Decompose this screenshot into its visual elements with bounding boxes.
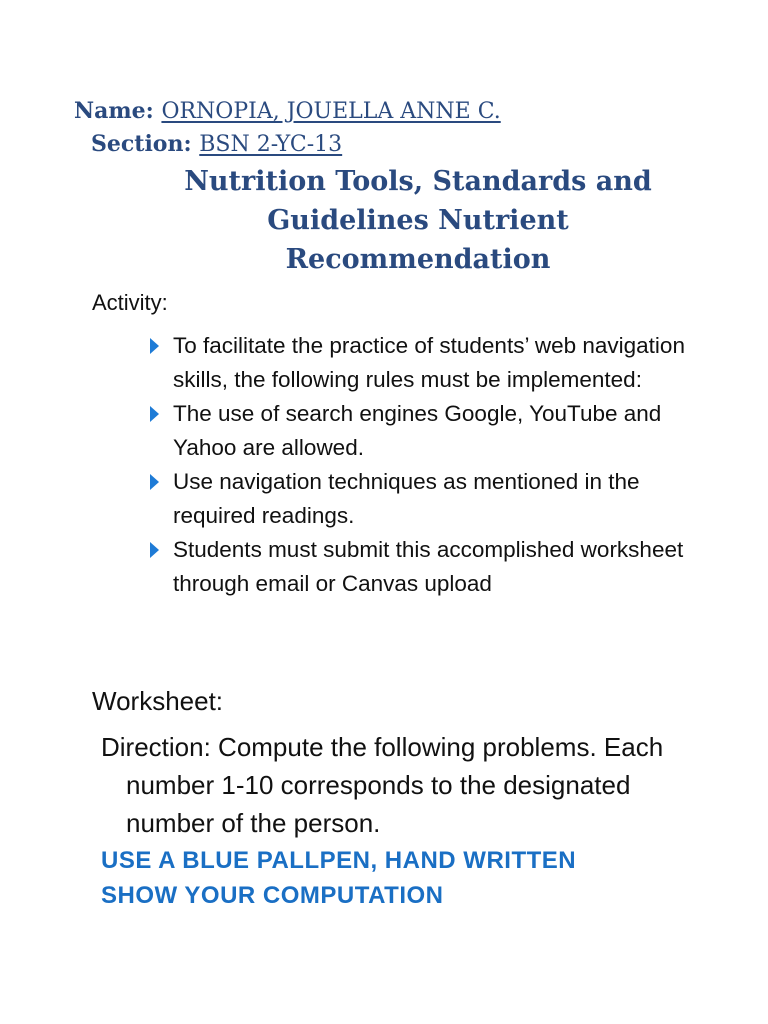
name-value: ORNOPIA, JOUELLA ANNE C. [161, 99, 501, 124]
rule-text: Students must submit this accomplished worksheet through email or Canvas upload [173, 537, 684, 596]
name-label: Name: [74, 98, 154, 124]
list-item [148, 329, 708, 397]
triangle-bullet-icon [150, 542, 159, 558]
list-item [148, 533, 708, 601]
title-line-1: Nutrition Tools, Standards and [184, 166, 652, 197]
document-title [150, 162, 686, 279]
rule-text: The use of search engines Google, YouTube and Yahoo are allowed. [173, 401, 662, 460]
handwriting-instruction [101, 843, 576, 913]
list-item [148, 397, 708, 465]
instruction-line-1: USE A BLUE PALLPEN, HAND WRITTEN [101, 847, 577, 874]
title-line-3: Recommendation [285, 244, 551, 275]
rule-text: To facilitate the practice of students’ web navigation skills, the following rules must be implemented: [173, 333, 685, 392]
triangle-bullet-icon [150, 474, 159, 490]
triangle-bullet-icon [150, 338, 159, 354]
rule-text: Use navigation techniques as mentioned in the required readings. [173, 469, 640, 528]
list-item [148, 465, 708, 533]
direction-text: Direction: Compute the following problems. Each number 1-10 corresponds to the designated number of the person. [101, 732, 664, 838]
section-line [91, 129, 342, 160]
instruction-line-2: SHOW YOUR COMPUTATION [101, 882, 444, 909]
triangle-bullet-icon [150, 406, 159, 422]
rules-list [148, 329, 708, 601]
activity-label: Activity: [92, 290, 168, 315]
name-line [74, 96, 501, 127]
section-label: Section: [91, 131, 192, 157]
section-value: BSN 2-YC-13 [199, 132, 343, 157]
title-line-2: Guidelines Nutrient [267, 205, 569, 236]
worksheet-label: Worksheet: [92, 686, 224, 716]
